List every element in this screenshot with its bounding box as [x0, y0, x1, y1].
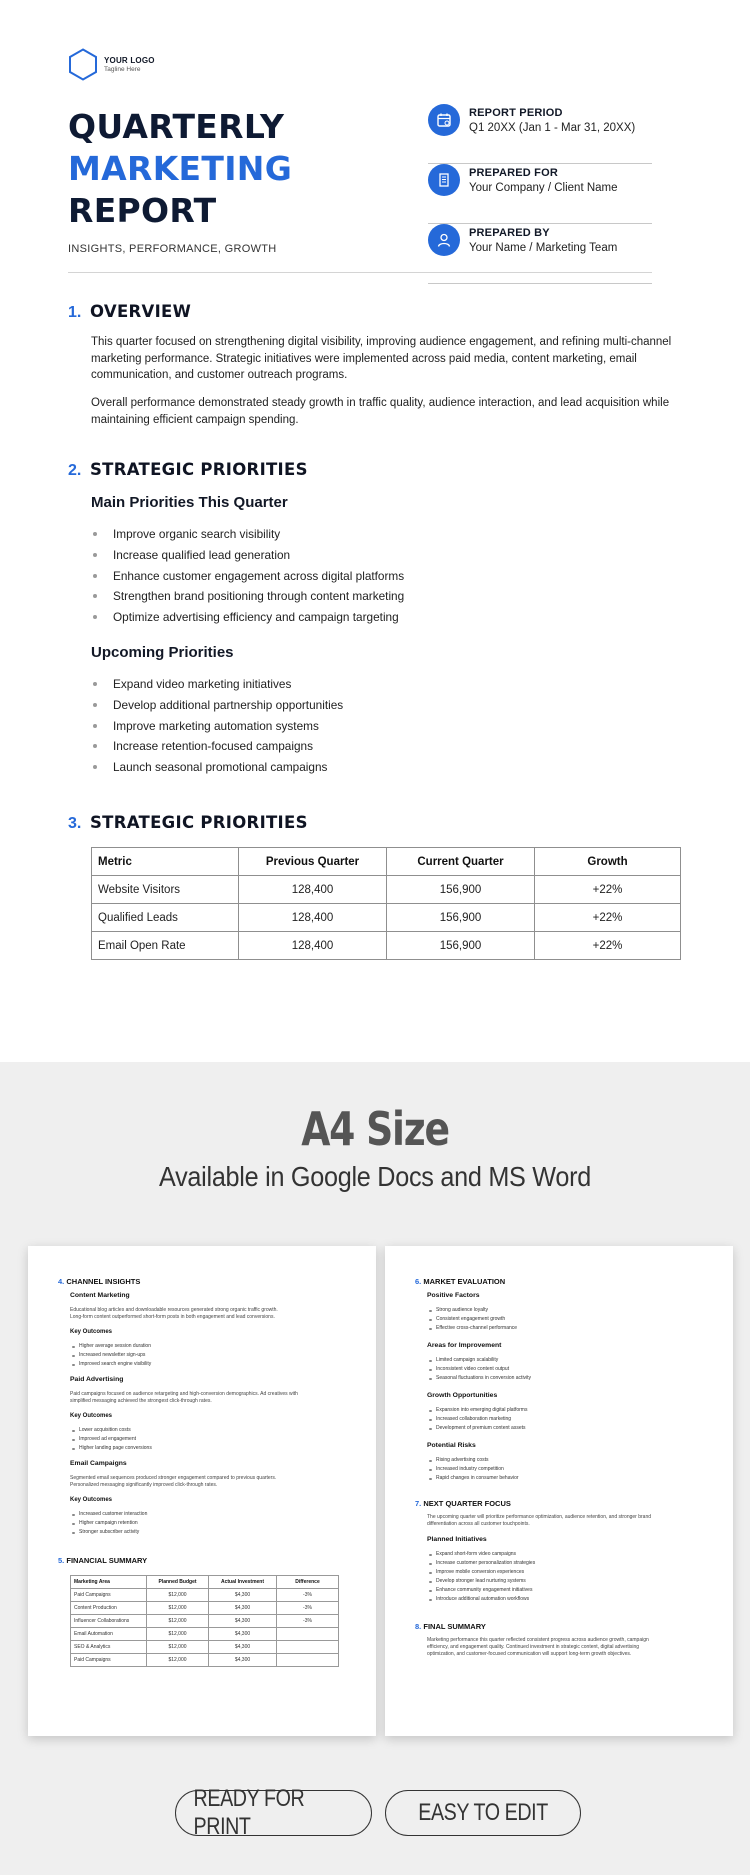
table-header: Previous Quarter: [239, 848, 387, 876]
badge-label: READY FOR PRINT: [193, 1785, 305, 1840]
table-cell: SEO & Analytics: [71, 1641, 147, 1654]
preview-bullet: Expansion into emerging digital platforms: [427, 1407, 527, 1413]
preview-subheading: Content Marketing: [70, 1292, 130, 1299]
table-cell: $12,000: [147, 1654, 209, 1667]
meta-value: Your Name / Marketing Team: [469, 242, 618, 254]
promo-title: A4 Size: [301, 1102, 449, 1156]
preview-bullet: Rapid changes in consumer behavior: [427, 1475, 519, 1481]
section-number: 1.: [68, 304, 82, 321]
financial-summary-table: [70, 1575, 339, 1667]
ready-for-print-badge: [175, 1785, 372, 1840]
title-line-1: QUARTERLY: [68, 107, 285, 146]
table-row: [71, 1641, 339, 1654]
preview-text: simplified messaging achieved the strongest click-through rates.: [70, 1398, 212, 1404]
metrics-table: [91, 847, 681, 960]
table-cell: +22%: [535, 932, 681, 960]
promo-section: [0, 1062, 750, 1875]
list-item: Improve organic search visibility: [91, 524, 404, 545]
table-row: [92, 904, 681, 932]
table-cell: $12,000: [147, 1615, 209, 1628]
preview-bullet: Increased newsletter sign-ups: [70, 1352, 145, 1358]
table-cell: Email Open Rate: [92, 932, 239, 960]
table-cell: 128,400: [239, 904, 387, 932]
preview-bullet: Improve mobile conversion experiences: [427, 1569, 524, 1575]
table-cell: $4,300: [209, 1589, 277, 1602]
preview-bullet: Higher landing page conversions: [70, 1445, 152, 1451]
report-subtitle: INSIGHTS, PERFORMANCE, GROWTH: [68, 243, 277, 255]
preview-bullet: Stronger subscriber activity: [70, 1529, 139, 1535]
table-cell: Paid Campaigns: [71, 1589, 147, 1602]
table-header-row: [92, 848, 681, 876]
list-item: Increase qualified lead generation: [91, 545, 404, 566]
preview-subheading: Key Outcomes: [70, 1329, 113, 1335]
meta-prepared-by: [428, 224, 652, 284]
table-row: [92, 876, 681, 904]
preview-subheading: Potential Risks: [427, 1442, 476, 1449]
building-icon: [428, 164, 460, 196]
preview-text: Marketing performance this quarter reflected consistent progress across audience growth, campaign: [427, 1637, 649, 1643]
main-priorities-list: [91, 524, 404, 628]
table-cell: 128,400: [239, 932, 387, 960]
overview-paragraph-2: Overall performance demonstrated steady growth in traffic quality, audience interaction, and lead acquisition while maintaining efficient campaign spending.: [91, 397, 670, 426]
table-header: Difference: [277, 1576, 339, 1589]
section-title: STRATEGIC PRIORITIES: [90, 460, 308, 479]
table-row: [71, 1589, 339, 1602]
table-cell: $12,000: [147, 1628, 209, 1641]
preview-text: Paid campaigns focused on audience retargeting and high-conversion demographics. Ad creatives with: [70, 1391, 298, 1397]
table-cell: [277, 1654, 339, 1667]
preview-bullet: Strong audience loyalty: [427, 1307, 488, 1313]
preview-subheading: Key Outcomes: [70, 1413, 113, 1419]
table-cell: +22%: [535, 904, 681, 932]
list-item: Increase retention-focused campaigns: [91, 736, 343, 757]
preview-bullet: Higher average session duration: [70, 1343, 151, 1349]
list-item: Enhance customer engagement across digital platforms: [91, 566, 404, 587]
table-row: [71, 1615, 339, 1628]
table-row: [71, 1628, 339, 1641]
section-number: 4.: [58, 1277, 65, 1286]
preview-bullet: Expand short-form video campaigns: [427, 1551, 516, 1557]
meta-value: Your Company / Client Name: [469, 182, 618, 194]
preview-bullet: Lower acquisition costs: [70, 1427, 131, 1433]
overview-paragraph-1: This quarter focused on strengthening digital visibility, improving audience engagement, and refining multi-channel marketing performance. Strategic initiatives were implemented across paid media, content marketing, email communication, and customer outreach programs.: [91, 336, 672, 381]
list-item: Expand video marketing initiatives: [91, 674, 343, 695]
table-cell: $4,300: [209, 1654, 277, 1667]
preview-subheading: Email Campaigns: [70, 1460, 127, 1467]
logo-name: YOUR LOGO: [104, 56, 155, 65]
table-cell: $12,000: [147, 1602, 209, 1615]
table-cell: +22%: [535, 876, 681, 904]
user-icon: [428, 224, 460, 256]
table-row: [71, 1654, 339, 1667]
preview-subheading: Growth Opportunities: [427, 1392, 498, 1399]
table-cell: [277, 1628, 339, 1641]
preview-bullet: Development of premium content assets: [427, 1425, 526, 1431]
section-title: OVERVIEW: [90, 302, 192, 321]
preview-subheading: Paid Advertising: [70, 1376, 124, 1383]
section-title: NEXT QUARTER FOCUS: [423, 1499, 511, 1508]
table-header: Planned Budget: [147, 1576, 209, 1589]
preview-subheading: Areas for Improvement: [427, 1342, 502, 1349]
table-cell: $12,000: [147, 1589, 209, 1602]
list-item: Optimize advertising efficiency and campaign targeting: [91, 607, 404, 628]
preview-bullet: Limited campaign scalability: [427, 1357, 498, 1363]
section-title: FINAL SUMMARY: [423, 1622, 486, 1631]
preview-bullet: Seasonal fluctuations in conversion activity: [427, 1375, 531, 1381]
table-header: Growth: [535, 848, 681, 876]
list-item: Develop additional partnership opportunities: [91, 695, 343, 716]
section-priorities-heading: [68, 460, 308, 480]
meta-prepared-for: [428, 164, 652, 224]
meta-label: PREPARED BY: [469, 227, 550, 239]
list-item: Launch seasonal promotional campaigns: [91, 757, 343, 778]
preview-text: efficiency, and engagement quality. Continued investment in strategic content, digital advertising: [427, 1644, 640, 1650]
table-cell: 128,400: [239, 876, 387, 904]
calendar-icon: [428, 104, 460, 136]
title-line-3: REPORT: [68, 191, 217, 230]
meta-label: REPORT PERIOD: [469, 107, 563, 119]
preview-bullet: Enhance community engagement initiatives: [427, 1587, 532, 1593]
hexagon-logo-icon: [68, 48, 98, 81]
easy-to-edit-badge: [385, 1790, 581, 1836]
table-cell: [277, 1641, 339, 1654]
preview-bullet: Increased industry competition: [427, 1466, 504, 1472]
preview-section-heading: [415, 1277, 505, 1286]
header-divider: [68, 272, 652, 273]
table-cell: -3%: [277, 1589, 339, 1602]
preview-page-right: [385, 1246, 733, 1736]
table-header: Marketing Area: [71, 1576, 147, 1589]
preview-page-left: [28, 1246, 376, 1736]
table-cell: $4,300: [209, 1628, 277, 1641]
preview-bullet: Consistent engagement growth: [427, 1316, 505, 1322]
preview-subheading: Positive Factors: [427, 1292, 480, 1299]
report-title: [68, 106, 292, 232]
preview-bullet: Increased customer interaction: [70, 1511, 147, 1517]
main-priorities-heading: Main Priorities This Quarter: [91, 494, 288, 511]
table-header-row: [71, 1576, 339, 1589]
upcoming-priorities-heading: Upcoming Priorities: [91, 644, 234, 661]
upcoming-priorities-list: [91, 674, 343, 778]
meta-report-period: [428, 104, 652, 164]
preview-subheading: Key Outcomes: [70, 1497, 113, 1503]
badge-label: EASY TO EDIT: [418, 1799, 548, 1826]
preview-text: Personalized messaging significantly improved click-through rates.: [70, 1482, 218, 1488]
section-title: MARKET EVALUATION: [423, 1277, 506, 1286]
preview-bullet: Increase customer personalization strategies: [427, 1560, 535, 1566]
table-cell: Qualified Leads: [92, 904, 239, 932]
table-row: [92, 932, 681, 960]
table-cell: Influencer Collaborations: [71, 1615, 147, 1628]
table-cell: 156,900: [387, 904, 535, 932]
table-cell: Website Visitors: [92, 876, 239, 904]
preview-bullet: Rising advertising costs: [427, 1457, 489, 1463]
preview-section-heading: [415, 1622, 486, 1631]
section-number: 6.: [415, 1277, 422, 1286]
section-number: 5.: [58, 1556, 65, 1565]
preview-text: Educational blog articles and downloadable resources generated strong organic traffic growth.: [70, 1307, 278, 1313]
logo-tagline: Tagline Here: [104, 66, 141, 73]
list-item: Strengthen brand positioning through content marketing: [91, 586, 404, 607]
preview-text: optimization, and customer-focused communication will support long-term growth objectives.: [427, 1651, 632, 1657]
section-metrics-heading: [68, 813, 308, 833]
preview-bullet: Higher campaign retention: [70, 1520, 138, 1526]
table-cell: -3%: [277, 1602, 339, 1615]
preview-subheading: Planned Initiatives: [427, 1536, 487, 1543]
preview-text: differentiation across all customer touchpoints.: [427, 1521, 530, 1527]
table-row: [71, 1602, 339, 1615]
table-cell: Paid Campaigns: [71, 1654, 147, 1667]
list-item: Improve marketing automation systems: [91, 716, 343, 737]
table-cell: $4,300: [209, 1641, 277, 1654]
section-title: CHANNEL INSIGHTS: [66, 1277, 141, 1286]
meta-value: Q1 20XX (Jan 1 - Mar 31, 20XX): [469, 122, 636, 134]
section-title: STRATEGIC PRIORITIES: [90, 813, 308, 832]
meta-label: PREPARED FOR: [469, 167, 558, 179]
preview-bullet: Introduce additional automation workflows: [427, 1596, 529, 1602]
table-cell: $12,000: [147, 1641, 209, 1654]
preview-bullet: Inconsistent video content output: [427, 1366, 509, 1372]
preview-text: Segmented email sequences produced stronger engagement compared to previous quarters.: [70, 1475, 277, 1481]
section-number: 7.: [415, 1499, 422, 1508]
table-cell: Content Production: [71, 1602, 147, 1615]
preview-section-heading: [58, 1556, 147, 1565]
preview-section-heading: [58, 1277, 140, 1286]
preview-text: The upcoming quarter will prioritize performance optimization, audience retention, and stronger brand: [427, 1514, 652, 1520]
table-cell: 156,900: [387, 876, 535, 904]
preview-text: Long-form content outperformed short-form posts in both engagement and lead conversions.: [70, 1314, 275, 1320]
table-header: Metric: [92, 848, 239, 876]
preview-bullet: Develop stronger lead nurturing systems: [427, 1578, 526, 1584]
table-cell: -3%: [277, 1615, 339, 1628]
preview-bullet: Improved search engine visibility: [70, 1361, 151, 1367]
section-number: 2.: [68, 462, 82, 479]
table-cell: $4,300: [209, 1602, 277, 1615]
preview-bullet: Improved ad engagement: [70, 1436, 136, 1442]
table-cell: Email Automation: [71, 1628, 147, 1641]
table-header: Actual Investment: [209, 1576, 277, 1589]
section-number: 3.: [68, 815, 82, 832]
preview-bullet: Effective cross-channel performance: [427, 1325, 517, 1331]
section-title: FINANCIAL SUMMARY: [66, 1556, 148, 1565]
title-line-2: MARKETING: [68, 149, 293, 188]
section-number: 8.: [415, 1622, 422, 1631]
promo-subtitle: Available in Google Docs and MS Word: [159, 1161, 591, 1192]
preview-bullet: Increased collaboration marketing: [427, 1416, 511, 1422]
table-header: Current Quarter: [387, 848, 535, 876]
preview-section-heading: [415, 1499, 511, 1508]
table-cell: $4,300: [209, 1615, 277, 1628]
table-cell: 156,900: [387, 932, 535, 960]
logo: [68, 48, 155, 81]
section-overview-heading: [68, 302, 191, 322]
